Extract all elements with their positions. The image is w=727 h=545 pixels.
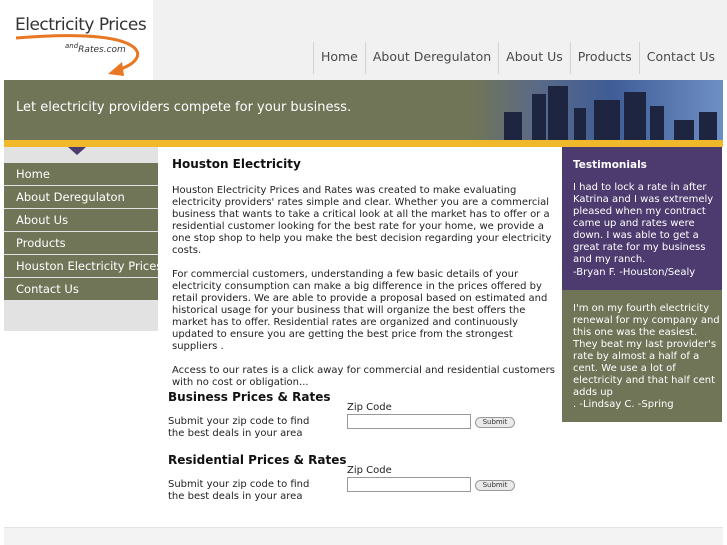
access-paragraph: Access to our rates is a click away for commercial and residential customers with no cost or obligation...: [172, 365, 555, 388]
testimonial-1-text: I had to lock a rate in after Katrina and I was extremely pleased when my contract came up and rates were down. I was able to get a great rate for my business and my ranch.: [573, 182, 714, 265]
sidebar-item-about-us[interactable]: About Us: [4, 209, 158, 231]
sidebar-nav: [4, 147, 163, 331]
sidebar-item-home[interactable]: Home: [4, 163, 158, 185]
nav-home[interactable]: Home: [313, 42, 365, 74]
testimonial-1-author: -Bryan F. -Houston/Sealy: [573, 267, 696, 278]
residential-zip-label: Zip Code: [347, 465, 392, 476]
city-skyline-image: [474, 80, 723, 140]
sidebar-item-about-deregulation[interactable]: About Deregulaton: [4, 186, 158, 208]
business-zip-label: Zip Code: [347, 402, 392, 413]
testimonials-top-box: [562, 147, 722, 290]
gold-strip: [4, 140, 723, 147]
testimonials-panel: [562, 147, 722, 422]
business-form-title: Business Prices & Rates: [168, 390, 331, 404]
header-bar: [153, 0, 727, 80]
sidebar-item-houston-electricity-prices[interactable]: Houston Electricity Prices: [4, 255, 158, 277]
business-submit-button[interactable]: Submit: [475, 417, 515, 428]
sidebar-item-products[interactable]: Products: [4, 232, 158, 254]
business-rates-form: [168, 390, 558, 446]
pointer-arrow-icon: [68, 147, 86, 155]
nav-products[interactable]: Products: [570, 42, 639, 74]
residential-zip-input[interactable]: [347, 477, 471, 492]
logo-subtitle-prefix: and: [65, 42, 79, 50]
business-form-desc: Submit your zip code to find the best deals in your area: [168, 416, 310, 439]
testimonial-2-author: . -Lindsay C. -Spring: [573, 399, 674, 410]
intro-paragraph: Houston Electricity Prices and Rates was created to make evaluating electricity providers' rates simple and clear. Whether you are a commercial business that wants to take a critical look at all the market has to offer or a residential customer looking for the best rate for your home, we provide a one stop shop to help you make the best decision regarding your electricity costs.: [172, 185, 552, 256]
residential-submit-button[interactable]: Submit: [475, 480, 515, 491]
residential-rates-form: [168, 453, 558, 509]
sidebar-item-contact-us[interactable]: Contact Us: [4, 278, 158, 300]
banner-tagline: Let electricity providers compete for your business.: [16, 100, 352, 115]
residential-form-title: Residential Prices & Rates: [168, 453, 347, 467]
testimonials-heading: Testimonials: [573, 159, 647, 171]
residential-form-desc: Submit your zip code to find the best deals in your area: [168, 479, 310, 502]
logo-subtitle: [65, 42, 126, 55]
nav-contact-us[interactable]: Contact Us: [639, 42, 722, 74]
nav-about-deregulation[interactable]: About Deregulaton: [365, 42, 498, 74]
logo-title: Electricity Prices: [15, 15, 147, 35]
site-logo[interactable]: [4, 4, 153, 78]
business-zip-input[interactable]: [347, 414, 471, 429]
page-title: Houston Electricity: [172, 157, 301, 171]
nav-about-us[interactable]: About Us: [498, 42, 570, 74]
footer-bar: [4, 527, 723, 545]
testimonial-2-text: I'm on my fourth electricity renewal for my company and this one was the easiest. They beat my last provider's rate by almost a half of a cent. We use a lot of electricity and that half cent adds up: [573, 303, 720, 398]
main-content: [172, 157, 557, 401]
top-nav: [313, 42, 722, 74]
banner: [4, 80, 723, 140]
commercial-paragraph: For commercial customers, understanding a few basic details of your electricity consumption can make a big difference in the prices offered by retail providers. We are able to provide a proposal based on estimated and historical usage for your business that will organize the best offers the market has to offer. Residential rates are organized and continuously updated to ensure you are getting the best price from the strongest suppliers .: [172, 269, 548, 352]
logo-subtitle-main: Rates.com: [78, 45, 126, 55]
